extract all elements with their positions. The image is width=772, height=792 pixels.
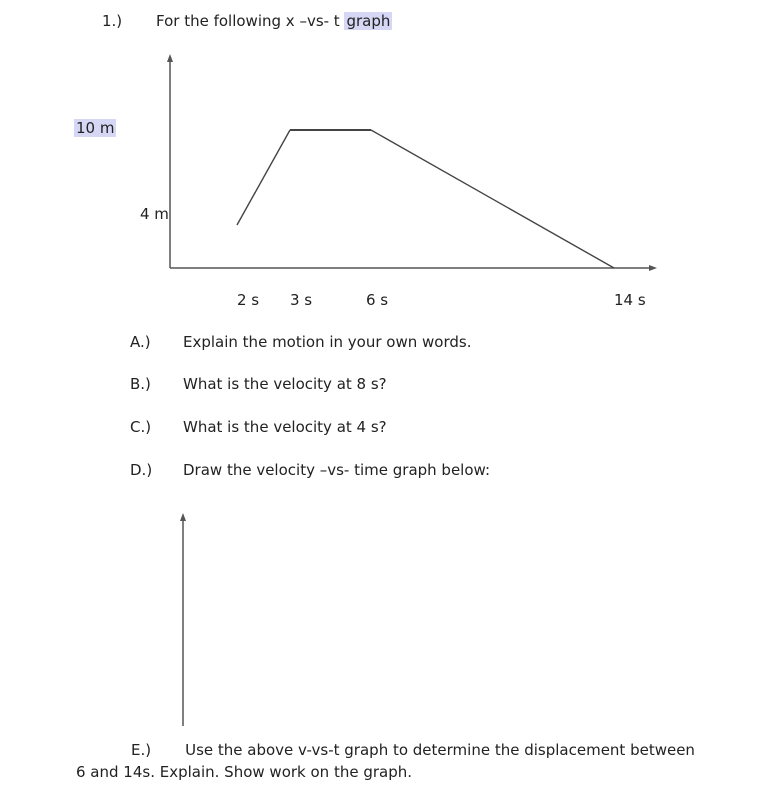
question-a-text: Explain the motion in your own words. [183,333,472,351]
question-c-label: C.) [130,418,152,436]
problem-title-text: For the following x –vs- t [156,12,340,30]
question-d-label: D.) [130,461,153,479]
x-tick-label-6s: 6 s [366,291,389,309]
v-t-y-axis-arrow [180,513,186,521]
x-tick-label-3s: 3 s [290,291,313,309]
problem-title-highlight: graph [346,12,391,30]
x-tick-label-14s: 14 s [614,291,646,309]
problem-number: 1.) [102,12,123,30]
position-segment-1 [237,130,290,225]
question-d-text: Draw the velocity –vs- time graph below: [183,461,491,479]
question-c-text: What is the velocity at 4 s? [183,418,387,436]
question-e [76,739,706,783]
question-b-label: B.) [130,375,151,393]
question-e-text: Use the above v-vs-t graph to determine the displacement between 6 and 14s. Explain. Show work on the graph. [76,741,695,781]
x-t-x-axis-arrow [649,265,657,271]
question-e-label: E.) [131,741,152,759]
question-a-label: A.) [130,333,151,351]
position-segment-3 [371,130,614,268]
x-t-y-axis-arrow [167,54,173,62]
y-label-10m: 10 m [76,119,115,137]
x-tick-label-2s: 2 s [237,291,260,309]
question-b-text: What is the velocity at 8 s? [183,375,387,393]
position-series [237,130,614,268]
y-label-4m: 4 m [140,205,169,223]
